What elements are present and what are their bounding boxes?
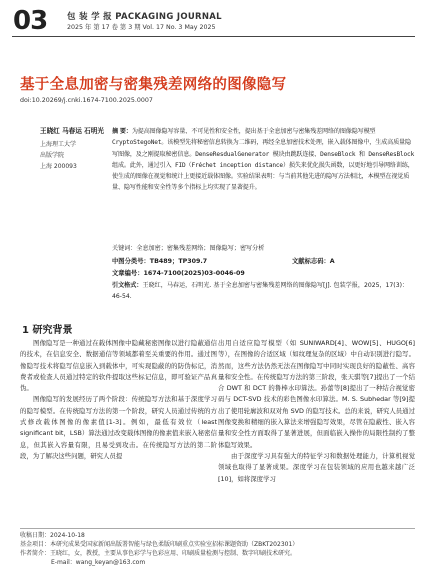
- keywords: 关键词：全息加密；密集残差网络；图像隐写；密写分析: [112, 245, 265, 252]
- fund-info: 基金项目：本研究成果受国家新闻出版署智能与绿色柔版印刷重点实验室招标课题资助（ZBKT202301）: [20, 541, 299, 548]
- received-date: 收稿日期：2024-10-18: [20, 532, 85, 539]
- paragraph: 图像隐写是一种通过在载体图像中隐藏秘密图像以进行隐蔽通信的技术，在信息安全、数据通信等领域都着至关重要的作用。通过图像隐写技术将隐写信息嵌入到载体中，可实现隐蔽的的防伪标记，消费者或检查人员通过特定的软件提取这些标记信息，即可验证产品真伪。: [20, 339, 217, 393]
- clc-number: 中图分类号：TB489；TP309.7: [112, 258, 208, 265]
- paragraph: 图像隐写的发展经历了两个阶段：传统隐写方法和基于深度学习的隐写模型。在传统隐写方法的第一个阶段，研究人员通过传统的方式修改载体图像的像素值[1-3]。例如，最低有效位（least significant bit，LSB）算法通过改变载体图像的像素值来嵌入秘密信息，但其嵌入容量有限，且易受到攻击。在传统隐写方法的第二阶段，为了解决这些问题，研究人员提: [20, 395, 217, 460]
- doi: doi:10.20269/j.cnki.1674-7100.2025.0007: [20, 97, 153, 104]
- journal-name: 包 装 学 报 PACKAGING JOURNAL: [67, 12, 222, 22]
- citation-text: 王晓红，马春运，石明光. 基于全息加密与密集残差网络的图像隐写[J]. 包装学报，2025，17(3)：46-54.: [112, 282, 409, 301]
- author-email: E-mail：wang_keyan@163.com: [51, 559, 146, 566]
- paragraph: 由于深度学习具有强大的特征学习和数据处理能力，计算机视觉领域也取得了显著成果。深度学习在包装领域的应用也越来越广泛[10]，如将深度学习: [218, 451, 415, 483]
- document-code: 文献标志码：A: [292, 258, 335, 265]
- affiliation-line-3: 上海 200093: [40, 163, 77, 170]
- paragraph: 出用自适应隐写模型（如 SUNIWARD[4]、WOW[5]、HUGO[6]等），在图像的合适区域（如纹理复杂的区域）中自动识别进行隐写。然而，这些方法仍然无法在图像隐写中同时实现良好的隐蔽性、高容量和安全性。在传统隐写方法的第三阶段，张天骐等[7]提出了一个结合 DWT 和 DCT 的鲁棒水印算法。孙蕾等[8]提出了一种结合视觉密码与 DCT-SVD 技术的彩色图像水印算法。M. S. Subhedar 等[9]提出了使用轮廓波和双对角 SVD 的隐写技术。总的来说，研究人员通过图像变换和精细的嵌入算法来增强隐写效果，尽管在隐蔽性、嵌入容量和安全性方面取得了显著进展，但面临嵌入操作的局限性制约了整体隐写效果。: [218, 339, 415, 449]
- section-heading: 1 研究背景: [22, 325, 73, 336]
- citation: [112, 280, 415, 303]
- volume-info: 2025 年 第 17 卷 第 3 期 Vol. 17 No. 3 May 2025: [67, 24, 216, 31]
- body-right-column: [218, 338, 415, 485]
- article-title: 基于全息加密与密集残差网络的图像隐写: [20, 76, 287, 93]
- article-number: 文章编号：1674-7100(2025)03-0046-09: [112, 270, 245, 277]
- issue-number: 03: [13, 6, 48, 36]
- header-rule: [12, 36, 415, 37]
- abstract: [112, 126, 415, 194]
- author-bio: 作者简介：王晓红，女，教授，主要从事色彩学与色彩应用、印刷质量检测与控制、数字印刷技术研究。: [20, 550, 297, 557]
- authors: 王晓红 马春运 石明光: [40, 127, 104, 135]
- affiliation-line-2: 出版学院: [40, 152, 65, 159]
- abstract-label: 摘 要：: [112, 128, 132, 135]
- citation-label: 引文格式：: [112, 282, 143, 289]
- body-left-column: [20, 338, 217, 462]
- footer-rule: [20, 528, 415, 529]
- affiliation-line-1: 上海理工大学: [40, 141, 77, 148]
- abstract-text: 为提高图像隐写容量、不可见性和安全性，提出基于全息加密与密集残差网络的图像隐写模型 CryptoStegoNet。该模型先将秘密信息转换为二维码，再经全息加密技术处理，嵌入载体图像中，生成高质量隐写图像，及之刚提取秘密信息。DenseResdualGenerator 模块由跳跃连接、DenseBlock 和 DenseResBlock 组成。此外，通过引入 FID（Fréchet inception distance）损失来优化损失函数，以更好地引导网络训练，使生成的图像在视觉和统计上更接近载体图像。实验结果表明：与当前其他先进的隐写方法相比，本模型在视觉质量、隐写性能和安全性等多个指标上均实现了显著提升。: [112, 128, 415, 192]
